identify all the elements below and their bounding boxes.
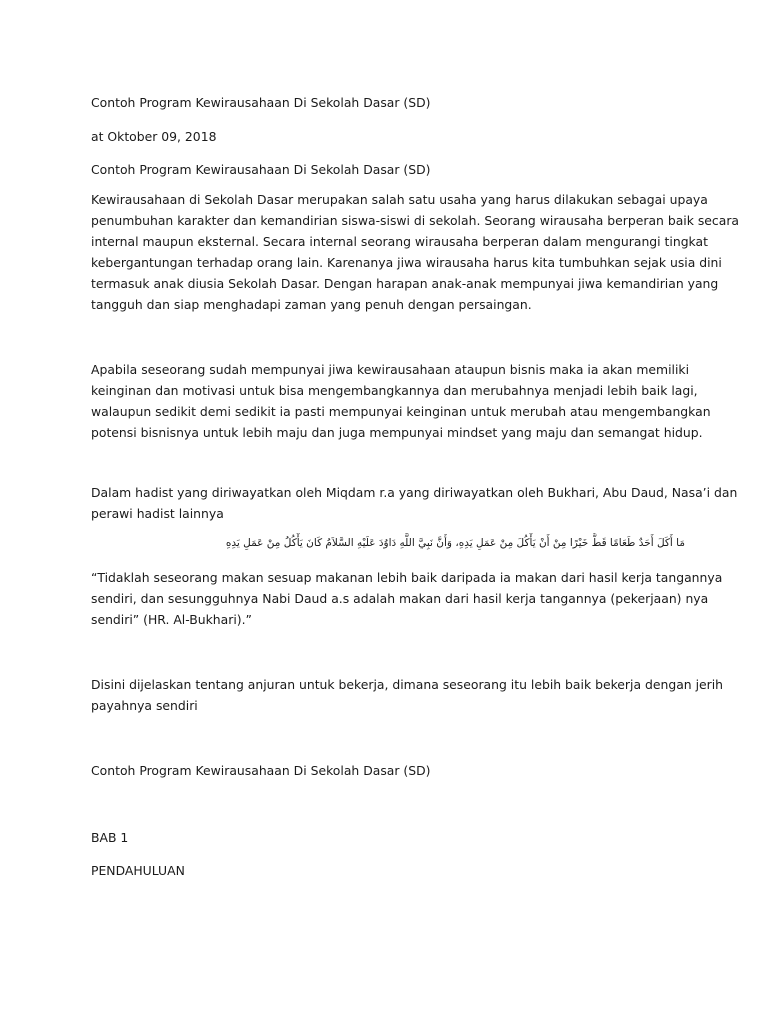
quote-line: sendiri, dan sesungguhnya Nabi Daud a.s adalah makan dari hasil kerja tangannya (pekerjaan) nya xyxy=(91,591,709,606)
paragraph-line: potensi bisnisnya untuk lebih maju dan juga mempunyai mindset yang maju dan semangat hidup. xyxy=(91,425,703,440)
article-title: Contoh Program Kewirausahaan Di Sekolah Dasar (SD) xyxy=(91,162,431,177)
paragraph-line: Disini dijelaskan tentang anjuran untuk bekerja, dimana seseorang itu lebih baik bekerja dengan jerih xyxy=(91,677,724,692)
paragraph-intro xyxy=(91,189,740,315)
paragraph-motivation xyxy=(91,359,711,443)
paragraph-line: tangguh dan siap menghadapi zaman yang penuh dengan persaingan. xyxy=(91,297,532,312)
paragraph-line: termasuk anak diusia Sekolah Dasar. Dengan harapan anak-anak mempunyai jiwa kemandirian yang xyxy=(91,276,719,291)
paragraph-line: penumbuhan karakter dan kemandirian siswa-siswi di sekolah. Seorang wirausaha berperan baik secara xyxy=(91,213,740,228)
paragraph-line: perawi hadist lainnya xyxy=(91,506,224,521)
quote-line: sendiri” (HR. Al-Bukhari).” xyxy=(91,612,252,627)
post-date: at Oktober 09, 2018 xyxy=(91,129,217,144)
hadith-translation-quote xyxy=(91,567,723,630)
chapter-title: PENDAHULUAN xyxy=(91,863,185,878)
paragraph-hadith-intro xyxy=(91,482,738,524)
paragraph-explanation xyxy=(91,674,724,716)
section-title: Contoh Program Kewirausahaan Di Sekolah Dasar (SD) xyxy=(91,763,431,778)
paragraph-line: payahnya sendiri xyxy=(91,698,198,713)
post-title: Contoh Program Kewirausahaan Di Sekolah Dasar (SD) xyxy=(91,95,431,110)
paragraph-line: Apabila seseorang sudah mempunyai jiwa kewirausahaan ataupun bisnis maka ia akan memiliki xyxy=(91,362,690,377)
paragraph-line: keinginan dan motivasi untuk bisa mengembangkannya dan merubahnya menjadi lebih baik lagi, xyxy=(91,383,698,398)
quote-line: “Tidaklah seseorang makan sesuap makanan lebih baik daripada ia makan dari hasil kerja tangannya xyxy=(91,570,723,585)
paragraph-line: kebergantungan terhadap orang lain. Karenanya jiwa wirausaha harus kita tumbuhkan sejak usia dini xyxy=(91,255,722,270)
paragraph-line: Kewirausahaan di Sekolah Dasar merupakan salah satu usaha yang harus dilakukan sebagai upaya xyxy=(91,192,708,207)
arabic-hadith-text: مَا أَكَلَ أَحَدٌ طَعَامًا قَطُّ خَيْرًا مِنْ أَنْ يَأْكُلَ مِنْ عَمَلِ يَدِهِ، وَأَنَّ نَبِيَّ اللَّهِ دَاوُدَ عَلَيْهِ السَّلاَمُ كَانَ يَأْكُلُ مِنْ عَمَلِ يَدِهِ xyxy=(225,537,685,549)
paragraph-line: Dalam hadist yang diriwayatkan oleh Miqdam r.a yang diriwayatkan oleh Bukhari, Abu Daud, Nasa’i dan xyxy=(91,485,738,500)
paragraph-line: internal maupun eksternal. Secara internal seorang wirausaha berperan dalam mengurangi tingkat xyxy=(91,234,708,249)
chapter-number: BAB 1 xyxy=(91,830,129,845)
paragraph-line: walaupun sedikit demi sedikit ia pasti mempunyai keinginan untuk merubah atau mengembangkan xyxy=(91,404,711,419)
